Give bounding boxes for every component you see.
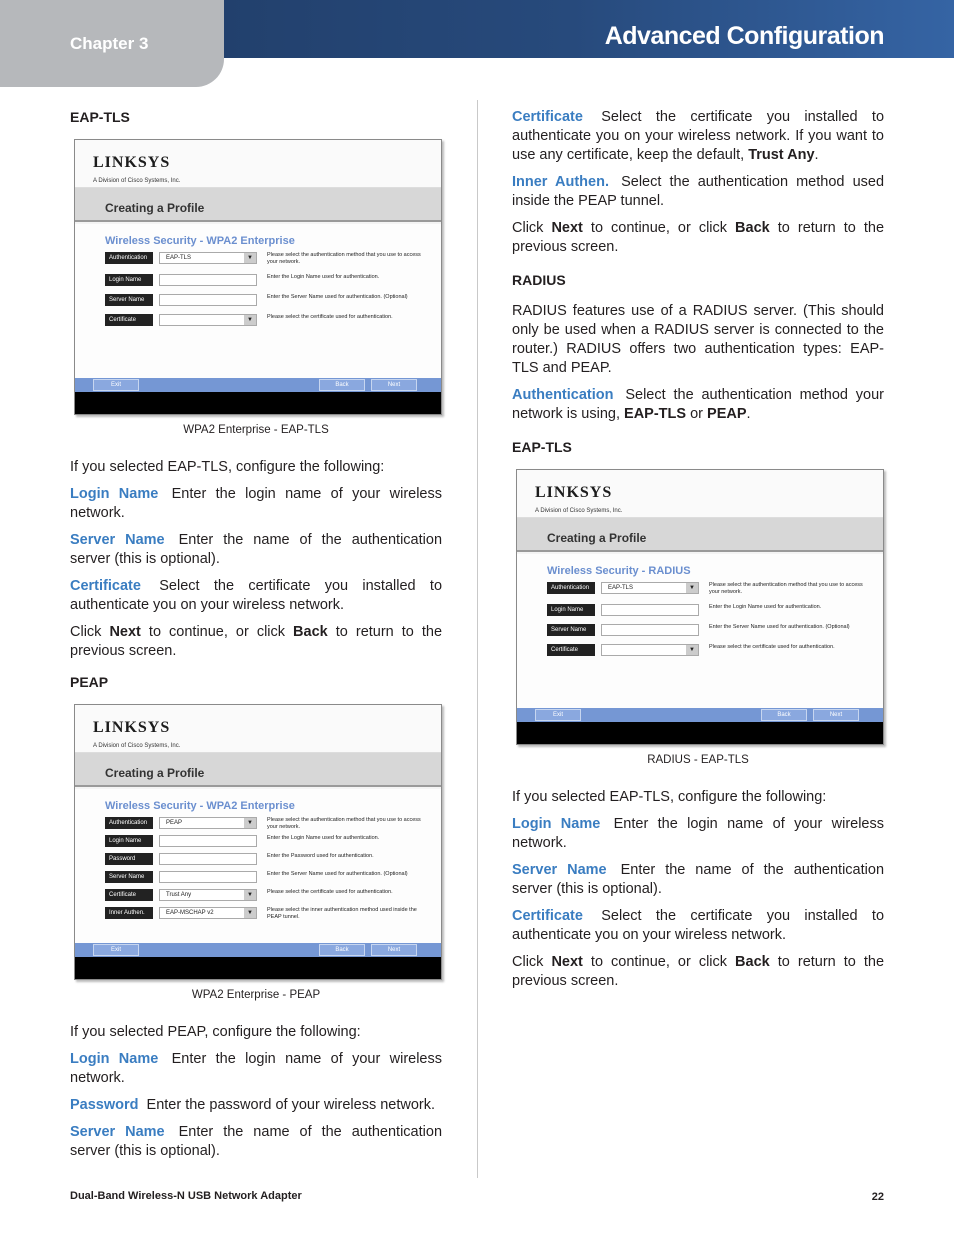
dropdown-arrow-icon: ▼	[686, 583, 698, 593]
text: to continue, or click	[148, 624, 286, 640]
paragraph	[512, 815, 884, 853]
description: Enter the name of the authentication server (this is optional).	[70, 1124, 443, 1159]
field-label: Certificate	[547, 644, 595, 656]
field-value: EAP-TLS	[166, 255, 192, 261]
server-name-field	[159, 294, 257, 306]
server-name-field	[601, 624, 699, 636]
field-hint: Please select the authentication method that you use to access your network.	[267, 252, 421, 265]
password-field	[159, 853, 257, 865]
text: .	[814, 147, 819, 163]
term: Inner Authen.	[512, 174, 609, 190]
field-label: Login Name	[105, 274, 153, 286]
paragraph	[512, 108, 884, 165]
screenshot-heading: Wireless Security - RADIUS	[547, 565, 691, 577]
paragraph	[70, 1096, 442, 1115]
field-value: EAP-MSCHAP v2	[166, 910, 214, 916]
certificate-select	[159, 889, 257, 901]
login-name-field	[159, 835, 257, 847]
field-label: Password	[105, 853, 153, 865]
field-hint: Please select the authentication method that you use to access your network.	[709, 582, 863, 595]
paragraph	[70, 1050, 442, 1088]
form-row	[105, 274, 425, 287]
bold-text: Next	[551, 220, 583, 236]
field-label: Certificate	[105, 889, 153, 901]
dropdown-arrow-icon: ▼	[686, 645, 698, 655]
field-hint: Enter the Server Name used for authentication. (Optional)	[267, 871, 408, 877]
field-label: Authentication	[105, 252, 153, 264]
linksys-logo: LINKSYS	[93, 719, 171, 736]
footer-product: Dual-Band Wireless-N USB Network Adapter	[70, 1190, 302, 1202]
field-hint: Enter the Password used for authentication.	[267, 853, 374, 859]
right-column	[512, 108, 884, 999]
linksys-logo: LINKSYS	[535, 484, 613, 501]
text: Click	[70, 624, 102, 640]
next-button: Next	[371, 944, 417, 956]
bold-text: Trust Any	[748, 147, 815, 163]
field-label: Authentication	[547, 582, 595, 594]
field-label: Login Name	[105, 835, 153, 847]
paragraph	[512, 907, 884, 945]
bold-text: PEAP	[707, 406, 747, 422]
field-value: Trust Any	[166, 892, 192, 898]
bold-text: Back	[293, 624, 328, 640]
term: Certificate	[512, 109, 583, 125]
description: Select the certificate you installed to authenticate you on your wireless network.	[512, 908, 885, 943]
field-label: Certificate	[105, 314, 153, 326]
form-row	[105, 314, 425, 327]
screenshot-heading: Wireless Security - WPA2 Enterprise	[105, 800, 295, 812]
form-row	[105, 835, 425, 848]
description: Enter the name of the authentication server (this is optional).	[512, 862, 885, 897]
screenshot-body	[75, 224, 441, 380]
term: Server Name	[70, 1124, 165, 1140]
paragraph: RADIUS features use of a RADIUS server. (This should only be used when a RADIUS server is connected to the router.) RADIUS offers two authentication types: EAP-TLS and PEAP.	[512, 303, 884, 376]
term: Certificate	[512, 908, 583, 924]
bold-text: Next	[109, 624, 141, 640]
figure-caption: WPA2 Enterprise - EAP-TLS	[183, 424, 329, 436]
bold-text: Next	[551, 954, 583, 970]
screenshot-footer	[75, 392, 441, 414]
dropdown-arrow-icon: ▼	[244, 890, 256, 900]
screenshot-wpa2-peap	[74, 704, 442, 980]
screenshot-button-bar	[75, 378, 441, 392]
text: to return to the previous screen.	[512, 954, 885, 989]
description: Enter the name of the authentication server (this is optional).	[70, 532, 443, 567]
field-hint: Enter the Login Name used for authentication.	[267, 274, 380, 280]
server-name-field	[159, 871, 257, 883]
dropdown-arrow-icon: ▼	[244, 315, 256, 325]
figure-caption: RADIUS - EAP-TLS	[647, 754, 749, 766]
left-column	[70, 108, 442, 1169]
form-row	[105, 889, 425, 902]
login-name-field	[159, 274, 257, 286]
form-row	[105, 871, 425, 884]
field-hint: Please select the certificate used for authentication.	[267, 314, 393, 320]
description: Enter the login name of your wireless network.	[512, 816, 884, 851]
text: Click	[512, 954, 544, 970]
figure-caption: WPA2 Enterprise - PEAP	[191, 989, 321, 1001]
term: Server Name	[512, 862, 607, 878]
paragraph: If you selected PEAP, configure the following:	[70, 1024, 361, 1040]
screenshot-footer	[75, 957, 441, 979]
logo-subtitle: A Division of Cisco Systems, Inc.	[535, 508, 623, 514]
certificate-select	[159, 314, 257, 326]
paragraph	[512, 953, 884, 991]
bold-text: EAP-TLS	[624, 406, 687, 422]
paragraph	[70, 485, 442, 523]
back-button: Back	[761, 709, 807, 721]
description: Select the certificate you installed to authenticate you on your wireless network. If you want to use any certificate, keep the default,	[512, 109, 885, 163]
term: Login Name	[512, 816, 601, 832]
field-label: Login Name	[547, 604, 595, 616]
field-hint: Please select the authentication method that you use to access your network.	[267, 817, 421, 830]
authentication-select	[159, 252, 257, 264]
field-hint: Please select the inner authentication method used inside the PEAP tunnel.	[267, 907, 417, 920]
logo-subtitle: A Division of Cisco Systems, Inc.	[93, 178, 181, 184]
section-heading-eap-tls: EAP-TLS	[512, 439, 572, 455]
field-hint: Enter the Login Name used for authentication.	[267, 835, 380, 841]
form-row	[105, 294, 425, 307]
screenshot-body	[517, 554, 883, 710]
page-title: Advanced Configuration	[604, 22, 884, 50]
text: to continue, or click	[590, 220, 728, 236]
back-button: Back	[319, 944, 365, 956]
screenshot-header	[75, 705, 441, 753]
screenshot-radius-eap-tls	[516, 469, 884, 745]
screenshot-band	[75, 188, 441, 222]
description: Enter the login name of your wireless network.	[70, 486, 442, 521]
band-title: Creating a Profile	[547, 531, 647, 545]
paragraph	[512, 861, 884, 899]
paragraph: If you selected EAP-TLS, configure the following:	[70, 459, 385, 475]
bold-text: Back	[735, 220, 770, 236]
field-label: Server Name	[547, 624, 595, 636]
field-label: Server Name	[105, 294, 153, 306]
description: Select the authentication method your network is using,	[512, 387, 885, 422]
field-value: EAP-TLS	[608, 585, 634, 591]
column-divider	[477, 100, 478, 1178]
form-row	[105, 907, 425, 920]
linksys-logo: LINKSYS	[93, 154, 171, 171]
term: Login Name	[70, 1051, 159, 1067]
field-label: Inner Authen.	[105, 907, 153, 919]
chapter-tab	[0, 0, 224, 87]
text: or	[690, 406, 703, 422]
screenshot-band	[517, 518, 883, 552]
chapter-label: Chapter 3	[70, 34, 149, 53]
text: to continue, or click	[590, 954, 728, 970]
paragraph	[70, 1123, 442, 1161]
field-hint: Please select the certificate used for authentication.	[267, 889, 393, 895]
field-hint: Enter the Server Name used for authentication. (Optional)	[267, 294, 408, 300]
screenshot-header	[517, 470, 883, 518]
logo-subtitle: A Division of Cisco Systems, Inc.	[93, 743, 181, 749]
screenshot-footer	[517, 722, 883, 744]
bold-text: Back	[735, 954, 770, 970]
form-row	[547, 604, 867, 617]
form-row	[105, 817, 425, 830]
authentication-select	[159, 817, 257, 829]
text: to return to the previous screen.	[512, 220, 885, 255]
exit-button: Exit	[93, 944, 139, 956]
form-row	[105, 853, 425, 866]
paragraph	[70, 623, 442, 661]
term: Authentication	[512, 387, 614, 403]
login-name-field	[601, 604, 699, 616]
description: Select the certificate you installed to authenticate you on your wireless network.	[70, 578, 443, 613]
dropdown-arrow-icon: ▼	[244, 253, 256, 263]
section-heading-eap-tls: EAP-TLS	[70, 109, 130, 125]
exit-button: Exit	[535, 709, 581, 721]
back-button: Back	[319, 379, 365, 391]
text: Click	[512, 220, 544, 236]
screenshot-button-bar	[75, 943, 441, 957]
authentication-select	[601, 582, 699, 594]
screenshot-heading: Wireless Security - WPA2 Enterprise	[105, 235, 295, 247]
term: Server Name	[70, 532, 165, 548]
exit-button: Exit	[93, 379, 139, 391]
paragraph	[512, 386, 884, 424]
paragraph	[512, 173, 884, 211]
dropdown-arrow-icon: ▼	[244, 908, 256, 918]
term: Password	[70, 1097, 139, 1113]
next-button: Next	[371, 379, 417, 391]
description: Enter the password of your wireless network.	[146, 1097, 436, 1113]
inner-authen-select	[159, 907, 257, 919]
page-number: 22	[871, 1191, 884, 1203]
text: to return to the previous screen.	[70, 624, 443, 659]
band-title: Creating a Profile	[105, 201, 205, 215]
field-hint: Enter the Server Name used for authentication. (Optional)	[709, 624, 850, 630]
paragraph	[70, 577, 442, 615]
screenshot-wpa2-eap-tls	[74, 139, 442, 415]
field-label: Server Name	[105, 871, 153, 883]
field-label: Authentication	[105, 817, 153, 829]
screenshot-button-bar	[517, 708, 883, 722]
screenshot-band	[75, 753, 441, 787]
paragraph	[512, 219, 884, 257]
dropdown-arrow-icon: ▼	[244, 818, 256, 828]
description: Select the authentication method used inside the PEAP tunnel.	[512, 174, 885, 209]
text: .	[746, 406, 751, 422]
form-row	[547, 644, 867, 657]
paragraph: If you selected EAP-TLS, configure the following:	[512, 789, 827, 805]
description: Enter the login name of your wireless network.	[70, 1051, 442, 1086]
field-value: PEAP	[166, 820, 183, 826]
section-heading-radius: RADIUS	[512, 272, 566, 288]
form-row	[105, 252, 425, 265]
term: Certificate	[70, 578, 141, 594]
screenshot-header	[75, 140, 441, 188]
section-heading-peap: PEAP	[70, 674, 109, 690]
band-title: Creating a Profile	[105, 766, 205, 780]
next-button: Next	[813, 709, 859, 721]
screenshot-body	[75, 789, 441, 945]
term: Login Name	[70, 486, 159, 502]
certificate-select	[601, 644, 699, 656]
field-hint: Please select the certificate used for authentication.	[709, 644, 835, 650]
form-row	[547, 624, 867, 637]
form-row	[547, 582, 867, 595]
paragraph	[70, 531, 442, 569]
field-hint: Enter the Login Name used for authentication.	[709, 604, 822, 610]
